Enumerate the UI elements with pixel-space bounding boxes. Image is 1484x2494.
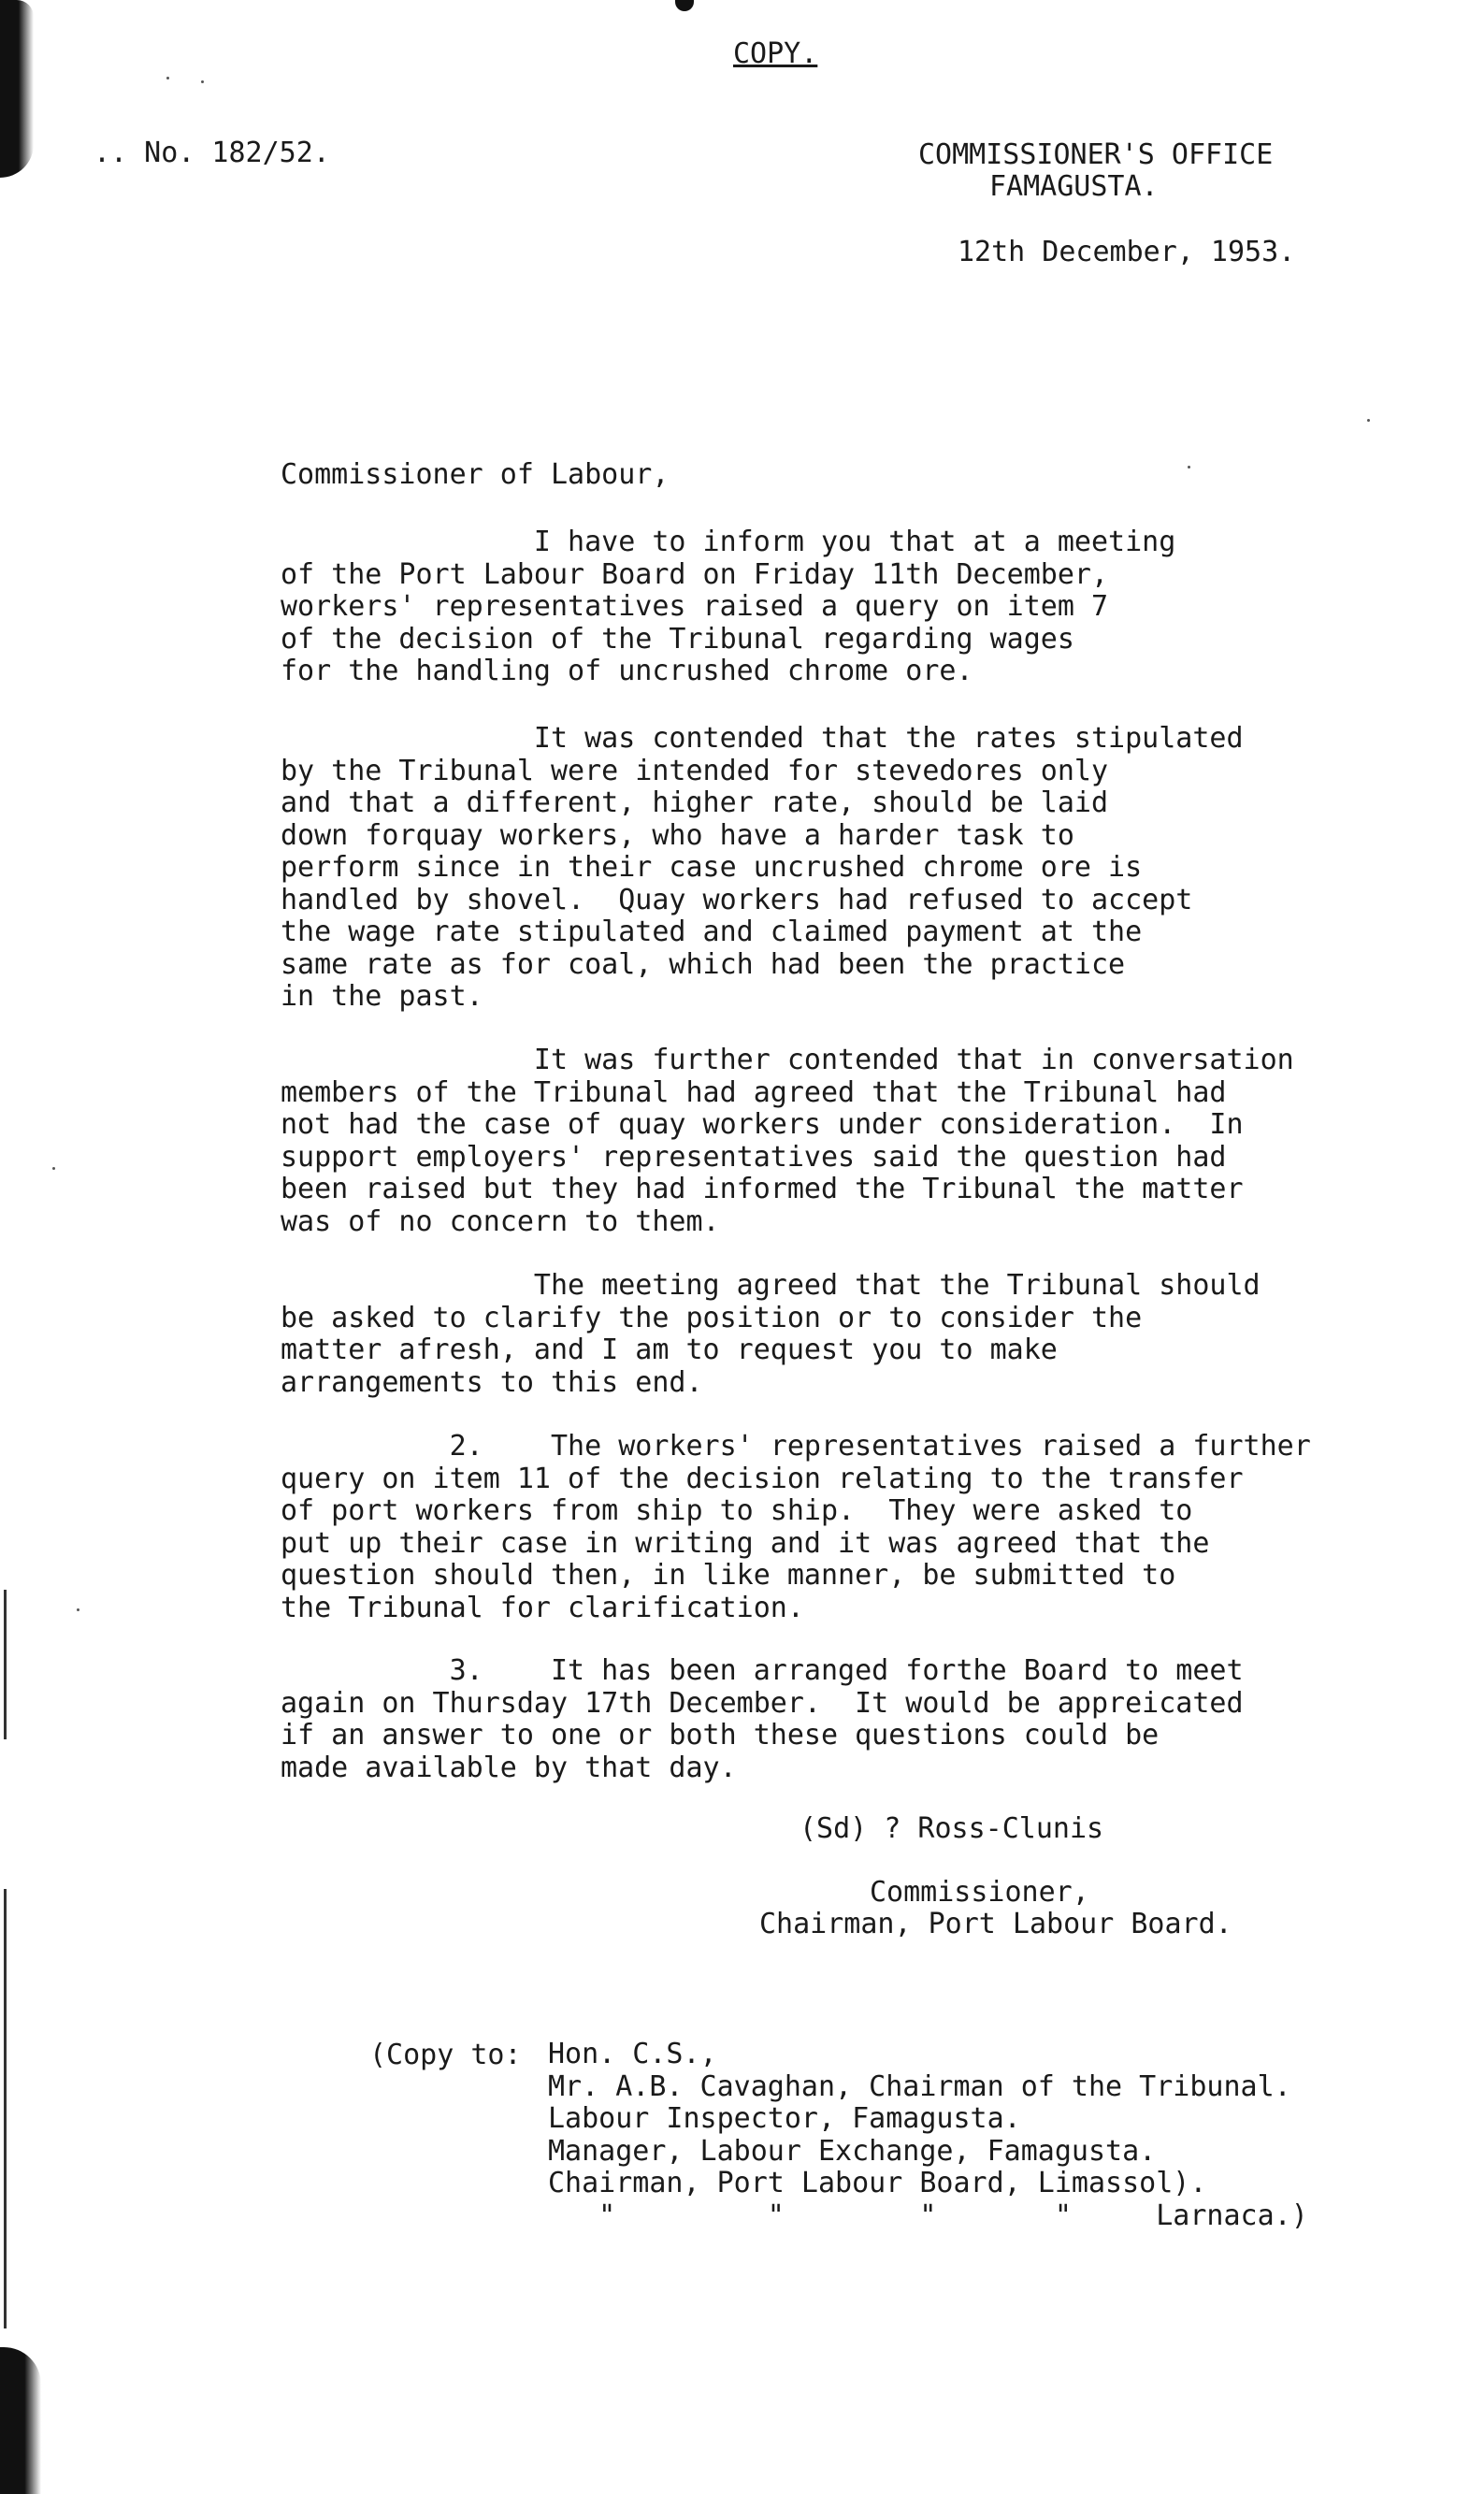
signature: (Sd) ? Ross-Clunis bbox=[800, 1812, 1104, 1845]
office-name: COMMISSIONER'S OFFICE bbox=[918, 138, 1274, 171]
copy-to-item: " " " " Larnaca.) bbox=[548, 2199, 1308, 2232]
copy-to-item: Manager, Labour Exchange, Famagusta. bbox=[548, 2135, 1157, 2168]
scan-edge-line bbox=[4, 1590, 7, 1739]
scan-edge-shadow-top bbox=[0, 0, 34, 178]
paragraph-6: 3. It has been arranged forthe Board to meet again on Thursday 17th December. It would be appreicated if an answer to one or both these questions could be made available by that day. bbox=[281, 1654, 1244, 1784]
scan-speck bbox=[201, 80, 204, 83]
copy-to-item: Labour Inspector, Famagusta. bbox=[548, 2102, 1021, 2135]
copy-to-item: Chairman, Port Labour Board, Limassol). bbox=[548, 2167, 1207, 2199]
scan-speck bbox=[77, 1608, 79, 1611]
ink-blot bbox=[675, 0, 694, 11]
scan-edge-shadow-bottom bbox=[0, 2347, 41, 2494]
paragraph-5: 2. The workers' representatives raised a further query on item 11 of the decision relating to the transfer of port workers from ship to ship. They were asked to put up their case in writing and it was agreed that the question should then, in like manner, be submitted to the Tribunal for clarification. bbox=[281, 1430, 1311, 1624]
copy-to-item: Hon. C.S., bbox=[548, 2038, 717, 2070]
scan-speck bbox=[1367, 419, 1370, 422]
paragraph-2: It was contended that the rates stipulated by the Tribunal were intended for stevedores only and that a different, higher rate, should be laid down forquay workers, who have a harder task to perform since in their case uncrushed chrome ore is handled by shovel. Quay workers had refused to accept the wage rate stipulated and claimed payment at the same rate as for coal, which had been the practice in the past. bbox=[281, 722, 1244, 1013]
paragraph-1: I have to inform you that at a meeting of the Port Labour Board on Friday 11th December, workers' representatives raised a query on item 7 of the decision of the Tribunal regarding wages for the handling of uncrushed chrome ore. bbox=[281, 526, 1176, 687]
office-location: FAMAGUSTA. bbox=[989, 170, 1159, 203]
signatory-role: Chairman, Port Labour Board. bbox=[759, 1908, 1232, 1940]
paragraph-3: It was further contended that in conversation members of the Tribunal had agreed that the Tribunal had not had the case of quay workers under consideration. In support employers' representatives said the question had been raised but they had informed the Tribunal the matter was of no concern to them. bbox=[281, 1044, 1294, 1238]
copy-heading: COPY. bbox=[733, 37, 818, 70]
copy-to-item: Mr. A.B. Cavaghan, Chairman of the Tribunal. bbox=[548, 2070, 1291, 2103]
scan-speck bbox=[166, 77, 169, 79]
addressee: Commissioner of Labour, bbox=[281, 458, 670, 491]
signatory-title: Commissioner, bbox=[870, 1876, 1089, 1909]
scan-speck bbox=[1188, 466, 1190, 469]
copy-to-label: (Copy to: bbox=[369, 2039, 539, 2071]
reference-number: .. No. 182/52. bbox=[94, 137, 330, 169]
scan-speck bbox=[52, 1167, 55, 1170]
letter-date: 12th December, 1953. bbox=[958, 236, 1296, 268]
paragraph-4: The meeting agreed that the Tribunal should be asked to clarify the position or to consider the matter afresh, and I am to request you to make arrangements to this end. bbox=[281, 1269, 1261, 1399]
scan-edge-line-lower bbox=[4, 1889, 7, 2328]
